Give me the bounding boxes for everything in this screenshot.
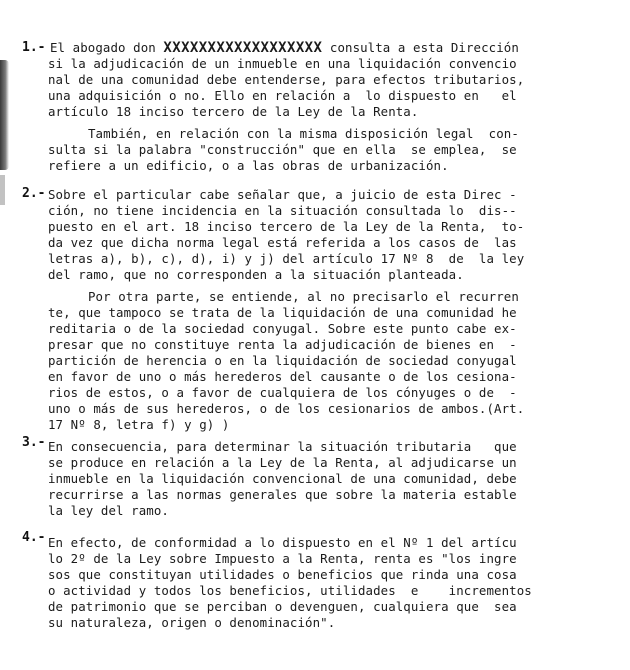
text-line: uno o más de sus herederos, o de los cesionarios de ambos.(Art. <box>48 401 525 416</box>
text-line: También, en relación con la misma disposición legal con- <box>88 126 519 141</box>
text-line: en favor de uno o más herederos del causante o de los cesiona- <box>48 369 517 384</box>
text-line: artículo 18 inciso tercero de la Ley de la Renta. <box>48 104 419 119</box>
text-line: nal de una comunidad debe entenderse, para efectos tributarios, <box>48 72 525 87</box>
text-line: te, que tampoco se trata de la liquidación de una comunidad he <box>48 305 517 320</box>
text-line: de patrimonio que se perciban o devenguen, cualquiera que sea <box>48 599 517 614</box>
binder-edge-shadow <box>0 175 5 205</box>
text-line: presar que no constituye renta la adjudicación de bienes en - <box>48 337 517 352</box>
text-line: reditaria o de la sociedad conyugal. Sobre este punto cabe ex- <box>48 321 517 336</box>
text-line: refiere a un edificio, o a las obras de urbanización. <box>48 158 449 173</box>
section-number: 1.- <box>22 40 46 55</box>
text-line: letras a), b), c), d), i) y j) del artículo 17 Nº 8 de la ley <box>48 251 525 266</box>
text-line: una adquisición o no. Ello en relación a lo dispuesto en el <box>48 88 517 103</box>
text-line: El abogado don XXXXXXXXXXXXXXXXXX consulta a esta Dirección <box>50 40 519 56</box>
section-number: 2.- <box>22 186 46 201</box>
text-line: se produce en relación a la Ley de la Renta, al adjudicarse un <box>48 455 517 470</box>
text-line: puesto en el art. 18 inciso tercero de la Ley de la Renta, to- <box>48 219 525 234</box>
text-line: la ley del ramo. <box>48 503 169 518</box>
section-number: 3.- <box>22 435 46 450</box>
text-line: si la adjudicación de un inmueble en una liquidación convencio <box>48 56 517 71</box>
text-line: da vez que dicha norma legal está referida a los casos de las <box>48 235 517 250</box>
text-line: En efecto, de conformidad a lo dispuesto en el Nº 1 del artícu <box>48 535 517 550</box>
binder-hole-shadow <box>0 60 9 170</box>
text-line: ción, no tiene incidencia en la situación consultada lo dis-- <box>48 203 517 218</box>
text-line: lo 2º de la Ley sobre Impuesto a la Renta, renta es "los ingre <box>48 551 517 566</box>
text-line: partición de herencia o en la liquidación de sociedad conyugal <box>48 353 517 368</box>
text-line: o actividad y todos los beneficios, utilidades e incrementos <box>48 583 532 598</box>
text-line: Sobre el particular cabe señalar que, a juicio de esta Direc - <box>48 187 517 202</box>
text-line: sos que constituyan utilidades o beneficios que rinda una cosa <box>48 567 517 582</box>
text-line: Por otra parte, se entiende, al no precisarlo el recurren <box>88 289 519 304</box>
text-line: rios de estos, o a favor de cualquiera de los cónyuges o de - <box>48 385 517 400</box>
text-line: sulta si la palabra "construcción" que en ella se emplea, se <box>48 142 517 157</box>
text-line: inmueble en la liquidación convencional de una comunidad, debe <box>48 471 517 486</box>
text-line: 17 Nº 8, letra f) y g) ) <box>48 417 230 432</box>
section-number: 4.- <box>22 530 46 545</box>
redacted-name: XXXXXXXXXXXXXXXXXX <box>163 40 323 56</box>
text-line: En consecuencia, para determinar la situación tributaria que <box>48 439 517 454</box>
text-line: del ramo, que no corresponden a la situación planteada. <box>48 267 464 282</box>
text-line: su naturaleza, origen o denominación". <box>48 615 336 630</box>
text-line: recurrirse a las normas generales que sobre la materia estable <box>48 487 517 502</box>
